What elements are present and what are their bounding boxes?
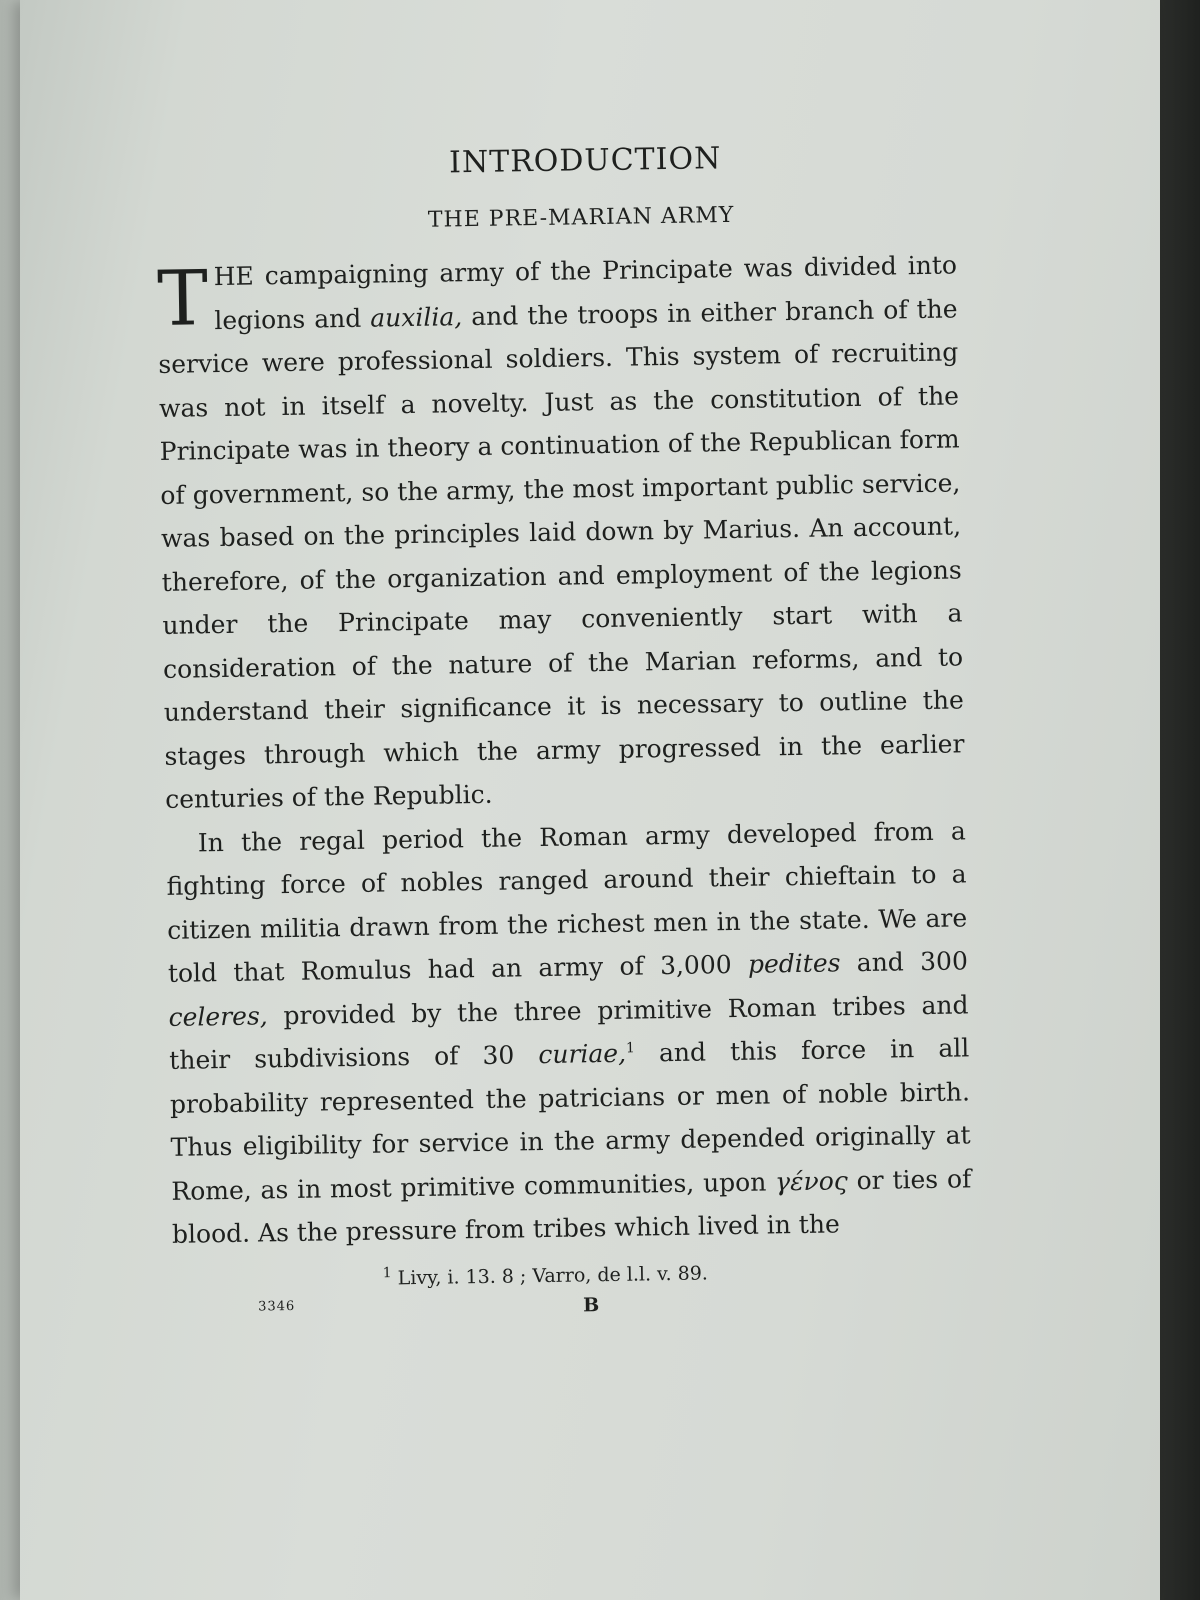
text-line: necessary to outline the stages through which the army bbox=[164, 685, 964, 771]
text-line: account, therefore, of the organization and employment bbox=[161, 511, 962, 597]
text-line: HE campaigning army of the Principate was bbox=[213, 252, 794, 292]
footnote-ref: 1 bbox=[625, 1040, 636, 1057]
paragraph-1 bbox=[157, 243, 966, 821]
text-line: either branch of the service were professional soldiers. bbox=[158, 293, 958, 379]
greek-word: γένος bbox=[774, 1165, 848, 1196]
paragraph-2: In the regal period the Roman army developed from a fighting force of nobles ranged around their chieftain to a citizen militia drawn from the richest men in the state. We are told that Romulus had an army of 3,000 pedites and 300 celeres, provided by the three primitive Roman tribes and their subdivisions of 30 curiae,$^1$ and this force in all probability represented the patricians or men of noble birth. Thus eligibility for service in the army depended originally at Rome, as in most primitive communities, upon γένος or ties of blood. As the pressure from tribes which lived in the bbox=[166, 815, 972, 1249]
text-line: of the legions under the Principate may conveniently bbox=[162, 554, 962, 640]
book-page bbox=[20, 0, 1160, 1600]
section-title: THE PRE-MARIAN ARMY bbox=[427, 202, 735, 233]
folio-letter: B bbox=[583, 1293, 600, 1316]
text-line: progressed in the earlier centuries of the Republic. bbox=[164, 728, 965, 814]
chapter-title: INTRODUCTION bbox=[448, 141, 722, 181]
footnote-mark: 1 bbox=[382, 1264, 392, 1281]
text-line: reforms, and to understand their significance it is bbox=[163, 641, 964, 727]
text-line: This system of recruiting was not in itself a novelty. bbox=[158, 337, 959, 423]
text-line: based on the principles laid down by Marius. An bbox=[219, 513, 844, 553]
text-line: so the army, the most important public service, was bbox=[160, 467, 961, 553]
text-line: start with a consideration of the nature of the Marian bbox=[162, 598, 963, 684]
text-line: divided into legions and auxilia, and the troops in bbox=[214, 250, 958, 335]
text-line: a continuation of the Republican form of government, bbox=[160, 424, 960, 510]
signature-mark: 3346 bbox=[258, 1298, 296, 1315]
page-content bbox=[155, 137, 973, 1330]
text-line: Just as the constitution of the Principate was in theory bbox=[159, 380, 960, 466]
drop-cap: T bbox=[156, 253, 209, 343]
footnote-text: Livy, i. 13. 8 ; Varro, de l.l. v. 89. bbox=[391, 1261, 709, 1289]
